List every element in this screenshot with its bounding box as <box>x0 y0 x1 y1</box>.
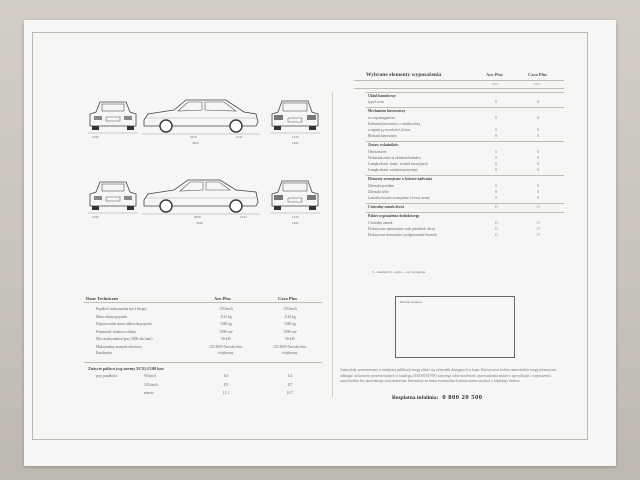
equipment-row-label: Lusterka boczne zewnętrzne z lewej strony <box>368 196 430 200</box>
fuel-value-cara: 6,4 <box>287 374 293 378</box>
equipment-row-label: Blokada kierownicy <box>368 134 398 139</box>
equipment-mark-aro: S <box>495 100 497 105</box>
sedan-dim-total: 4359 <box>196 221 203 225</box>
sedan-side-view <box>140 176 262 216</box>
equipment-mark-aro: S <box>495 128 497 132</box>
fuel-value-aro: 11,1 <box>222 391 230 395</box>
equipment-row-label: typu Lucas <box>368 100 384 105</box>
disclaimer-note: Samochody prezentowane w niniejszej publikacji mogą różnić się od modeli dostępnych w kraju. Rzeczywiste kolory samochodów mogą nieznacznie odbiegać od kolorów prezentowanych w katalogu. DAEWOO FSO zastrzega sobie możliwość wprowadzania zmian w specyfikacji i wyposażeniu samochodów bez uprzedniego zawiadomienia. Informacje na temat ewentualnych zmian można uzyskać u lokalnego dealera. <box>340 368 557 384</box>
equipment-mark-aro: S <box>495 168 497 173</box>
dealer-stamp-label: Pieczęć dealera <box>400 300 422 304</box>
equipment-mark-cara: O <box>537 205 540 210</box>
equipment-row-label: Zderzaki tylne <box>368 189 389 194</box>
tech-title: Dane Techniczne <box>86 296 119 301</box>
tech-row-label: Masa własna pojazdu <box>96 314 127 319</box>
tech-col-aro: Aro Plus <box>214 296 231 301</box>
equipment-mark-cara: S <box>537 115 539 120</box>
equipment-mark-cara: S <box>537 155 539 160</box>
hatch-dim-5: 1681 <box>292 141 299 145</box>
equipment-rule-top <box>354 80 564 81</box>
equipment-row-label: z regulacją wysokości, listwa <box>368 128 411 132</box>
equipment-title: Wybrane elementy wyposażenia <box>366 72 442 78</box>
sedan-dim-5: 1681 <box>292 221 299 225</box>
tech-col-cara: Cara Plus <box>278 296 298 301</box>
equipment-mark-aro: S <box>495 189 497 194</box>
equipment-section-header: Mechanizm kierowniczy <box>368 109 406 114</box>
tech-rule-top <box>84 302 322 303</box>
equipment-mark-cara: S <box>537 168 539 173</box>
tech-row-label: Moc maksymalna (przy 5000 obr./min) <box>96 337 153 341</box>
equipment-mark-aro: S <box>495 155 497 160</box>
tech-value-aro: 1560 kg <box>220 322 232 326</box>
equipment-mark-cara: S <box>537 162 539 166</box>
equipment-mark-cara: S <box>537 134 539 139</box>
sedan-dim-1: 1395 <box>92 215 99 219</box>
tech-value-cara: 150 km/h <box>283 307 297 311</box>
hatchback-front-view <box>86 96 140 136</box>
sedan-front-view <box>86 176 140 216</box>
equipment-mark-aro: S <box>495 162 497 166</box>
equipment-mark-cara: S <box>537 128 539 132</box>
tech-value-aro: 1598 cm³ <box>219 329 233 334</box>
hotline-number: 0 800 20 500 <box>442 394 483 401</box>
equipment-row-label: Elektryczne sterowanie i podgrzewanie lusterek <box>368 233 437 237</box>
sedan-rear-view <box>268 176 322 216</box>
tech-value-aro: 1125 kg <box>220 314 232 319</box>
equipment-row-label: Lampka kontr. zasilania przyczepy <box>368 168 419 173</box>
fuel-value-aro: 8,9 <box>223 382 229 387</box>
tech-row-label: Maksymalny moment obrotowy <box>96 344 143 349</box>
hatch-dim-1: 1395 <box>92 135 99 139</box>
equipment-col-aro: Aro Plus <box>486 72 503 77</box>
equipment-mark-cara: S <box>537 183 539 188</box>
tech-value-aro: 150 km/h <box>219 307 233 311</box>
equipment-row-label: Centralny zamek <box>368 220 393 225</box>
equipment-section-header: Pakiet wyposażenia dodatkowego <box>368 214 420 219</box>
equipment-section-header: Elementy zewnętrzne w kolorze nadwozia <box>368 177 433 182</box>
fuel-row-speed: miasto <box>144 391 154 395</box>
sedan-dim-4: 1475 <box>292 215 299 219</box>
tech-value-aro: 121/3600 Nm/obr./min. <box>209 344 243 349</box>
equipment-row-label: ze wspomaganiem <box>368 115 395 120</box>
equipment-legend: S - standard O - opcja - - nie występuje <box>372 270 426 274</box>
fuel-row-speed: 90 km/h <box>144 374 156 378</box>
dealer-stamp-box <box>395 296 515 358</box>
equipment-section-header: Zestaw wskaźników <box>368 143 399 148</box>
tech-row-label: Katalizator <box>96 350 112 355</box>
equipment-row-label: Wskaźnik zużycia okładzin hamulca <box>368 155 421 160</box>
tech-value-cara: 1145 kg <box>284 314 296 319</box>
tech-row-label: Dopuszczalna masa całkowita pojazdu <box>96 322 152 326</box>
column-divider <box>332 92 333 397</box>
hatch-dim-4: 1475 <box>292 135 299 139</box>
hatchback-side-view <box>140 96 262 136</box>
equipment-mark-aro: S <box>495 196 497 200</box>
tech-rule-mid <box>84 362 322 363</box>
equipment-section-rule <box>366 107 564 108</box>
equipment-section-rule <box>366 92 564 93</box>
tech-value-cara: 1598 cm³ <box>283 329 297 334</box>
fuel-value-cara: 8,7 <box>287 382 293 387</box>
equipment-mark-aro: S <box>495 115 497 120</box>
tech-row-label: Prędkość maksymalna (na 4 biegu) <box>96 307 147 311</box>
equipment-mark-aro: S <box>495 149 497 154</box>
equipment-mark-aro: O <box>495 220 498 225</box>
equipment-row-label: Kolumna kierownicy z możliwością <box>368 121 420 126</box>
fuel-row-prefix: przy prędkości <box>96 374 118 378</box>
hatch-dim-2: 2570 <box>190 135 197 139</box>
equipment-sub-cara: GLI <box>534 82 540 86</box>
equipment-mark-cara: O <box>537 226 540 231</box>
fuel-title: Zużycie paliwa (wg normy ECE) l/100 km: <box>88 366 165 371</box>
equipment-mark-cara: S <box>537 189 539 194</box>
equipment-mark-cara: S <box>537 100 539 105</box>
equipment-mark-cara: S <box>537 196 539 200</box>
equipment-mark-aro: O <box>495 205 498 210</box>
equipment-mark-aro: S <box>495 183 497 188</box>
fuel-value-cara: 10,7 <box>286 391 294 395</box>
fuel-row-speed: 120 km/h <box>144 382 158 387</box>
equipment-rule-head <box>354 88 564 89</box>
equipment-sub-aro: GLI <box>492 82 498 86</box>
equipment-section-rule <box>366 141 564 142</box>
tech-value-cara: 56 kW <box>285 337 295 341</box>
equipment-row-label: Lampka kontr. funkc. świateł awaryjnych <box>368 162 428 166</box>
tech-value-cara: 1560 kg <box>284 322 296 326</box>
equipment-mark-aro: S <box>495 134 497 139</box>
equipment-mark-cara: O <box>537 220 540 225</box>
equipment-mark-aro: O <box>495 233 498 237</box>
equipment-row-label: Zderzaki przednie <box>368 183 395 188</box>
tech-value-cara: trójdrożny <box>282 350 298 355</box>
hatch-dim-total: 4300 <box>192 141 199 145</box>
hotline-label: Bezpłatna infolinia: <box>392 395 439 401</box>
tech-row-label: Pojemność skokowa silnika <box>96 329 136 334</box>
equipment-mark-aro: O <box>495 226 498 231</box>
equipment-mark-cara: S <box>537 149 539 154</box>
equipment-mark-cara: O <box>537 233 540 237</box>
equipment-section-header: Centralny zamek drzwi <box>368 205 405 210</box>
equipment-row-label: Elektryczne opuszczanie szyb przednich drzwi <box>368 226 436 231</box>
sedan-dim-3: 1474 <box>240 215 247 219</box>
tech-value-aro: trójdrożny <box>218 350 234 355</box>
hatch-dim-3: 1411 <box>236 135 243 139</box>
tech-value-cara: 121/3600 Nm/obr./min. <box>273 344 307 349</box>
tech-value-aro: 56 kW <box>221 337 231 341</box>
equipment-row-label: Obrotomierz <box>368 149 387 154</box>
hatchback-rear-view <box>268 96 322 136</box>
equipment-section-header: Układ hamulcowy <box>368 94 396 98</box>
fuel-value-aro: 6,6 <box>223 374 229 378</box>
hotline <box>392 394 483 401</box>
equipment-section-rule <box>366 203 564 204</box>
sedan-dim-2: 2550 <box>194 215 201 219</box>
equipment-section-rule <box>366 175 564 176</box>
equipment-col-cara: Cara Plus <box>528 72 548 77</box>
equipment-section-rule <box>366 212 564 213</box>
